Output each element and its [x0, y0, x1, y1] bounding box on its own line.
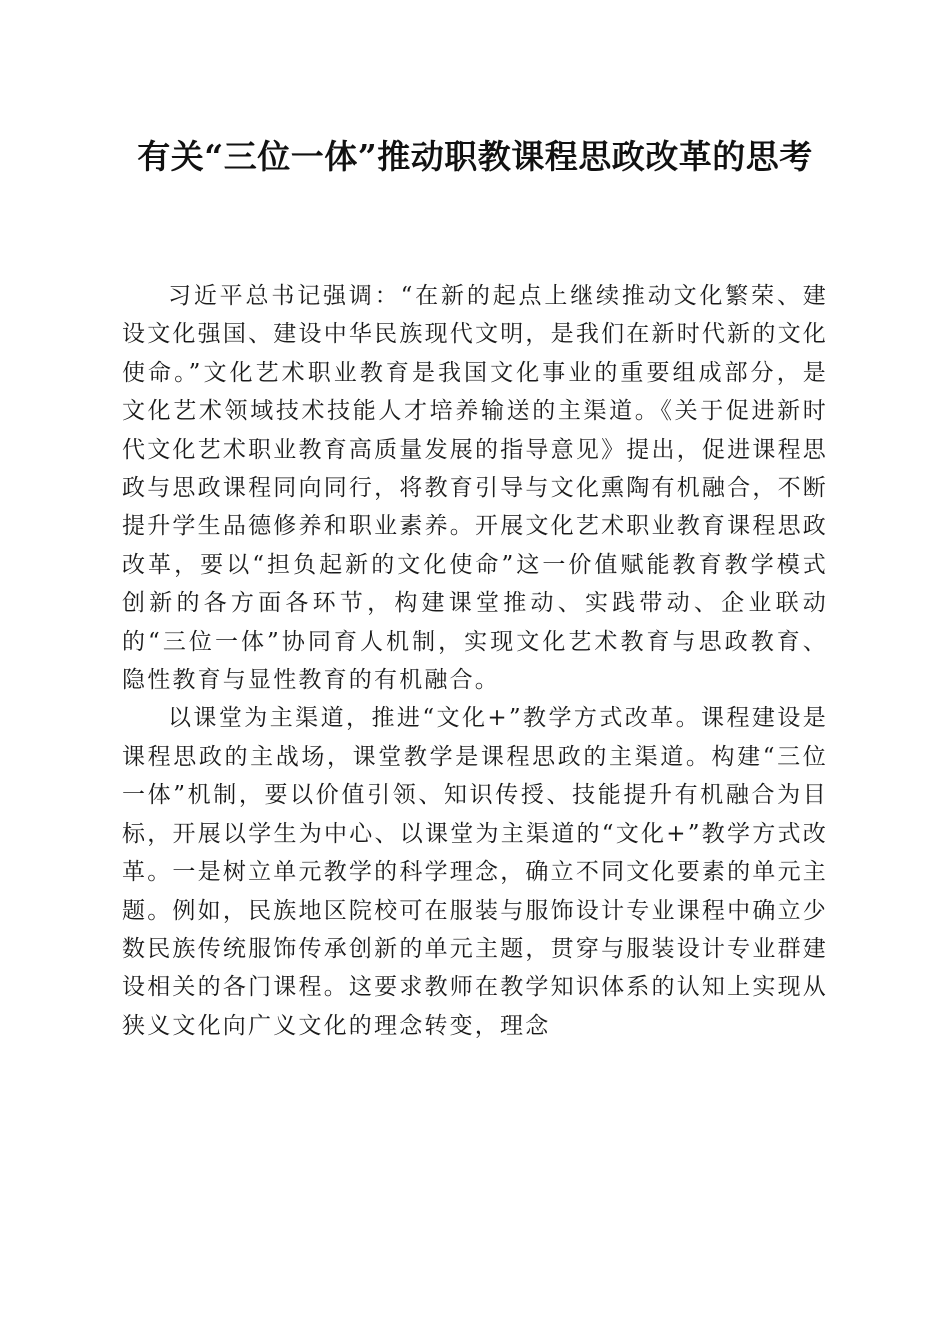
paragraph-intro: 习近平总书记强调：“在新的起点上继续推动文化繁荣、建设文化强国、建设中华民族现代文明，是我们在新时代新的文化使命。”文化艺术职业教育是我国文化事业的重要组成部分，是文化艺术领域技术技能人才培养输送的主渠道。《关于促进新时代文化艺术职业教育高质量发展的指导意见》提出，促进课程思政与思政课程同向同行，将教育引导与文化熏陶有机融合，不断提升学生品德修养和职业素养。开展文化艺术职业教育课程思政改革，要以“担负起新的文化使命”这一价值赋能教育教学模式创新的各方面各环节，构建课堂推动、实践带动、企业联动的“三位一体”协同育人机制，实现文化艺术教育与思政教育、隐性教育与显性教育的有机融合。: [122, 283, 828, 694]
document-title: 有关“三位一体”推动职教课程思政改革的思考: [137, 137, 813, 176]
paragraph-classroom: 以课堂为主渠道，推进“文化+”教学方式改革。课程建设是课程思政的主战场，课堂教学是课程思政的主渠道。构建“三位一体”机制，要以价值引领、知识传授、技能提升有机融合为目标，开展以学生为中心、以课堂为主渠道的“文化+”教学方式改革。一是树立单元教学的科学理念，确立不同文化要素的单元主题。例如，民族地区院校可在服装与服饰设计专业课程中确立少数民族传统服饰传承创新的单元主题，贯穿与服装设计专业群建设相关的各门课程。这要求教师在教学知识体系的认知上实现从狭义文化向广义文化的理念转变，理念: [122, 705, 828, 1039]
document-body: [122, 277, 828, 1045]
